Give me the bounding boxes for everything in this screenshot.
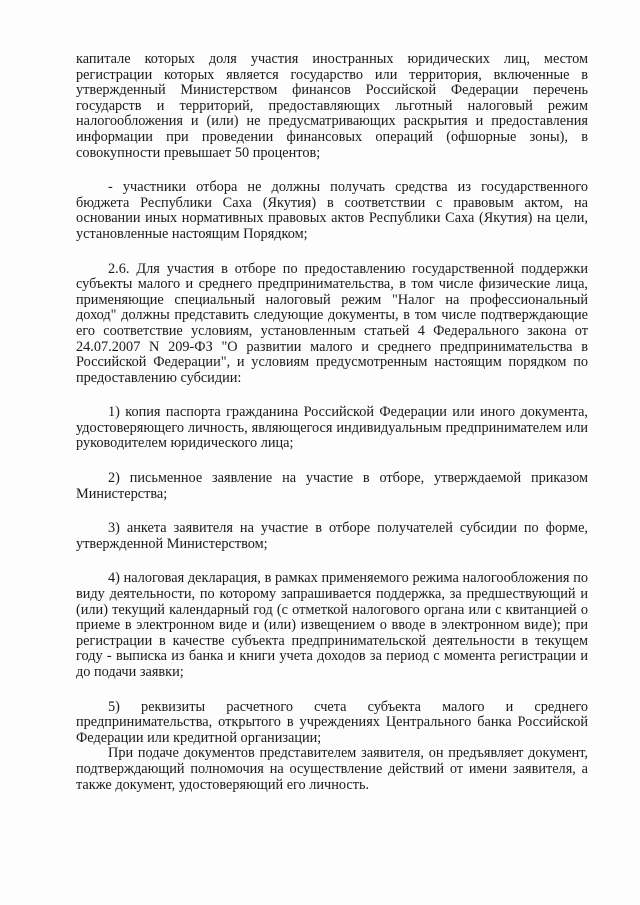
document-body — [76, 52, 588, 793]
list-item-passport: 1) копия паспорта гражданина Российской Федерации или иного документа, удостоверяющего личность, являющегося индивидуальным предпринимателем или руководителем юридического лица; — [76, 404, 588, 452]
paragraph-section-2-6: 2.6. Для участия в отборе по предоставлению государственной поддержки субъекты малого и среднего предпринимательства, в том числе физические лица, применяющие специальный налоговый режим "Налог на профессиональный доход" должны представить следующие документы, в том числе подтверждающие его соответствие условиям, установленным статьей 4 Федерального закона от 24.07.2007 N 209-ФЗ "О развитии малого и среднего предпринимательства в Российской Федерации", и условиям предусмотренным настоящим порядком по предоставлению субсидии: — [76, 260, 588, 386]
paragraph-gap — [76, 552, 588, 571]
paragraph-gap — [76, 386, 588, 405]
paragraph-gap — [76, 502, 588, 521]
paragraph-gap — [76, 161, 588, 180]
list-item-questionnaire: 3) анкета заявителя на участие в отборе получателей субсидии по форме, утвержденной Министерством; — [76, 520, 588, 552]
list-item-tax-declaration: 4) налоговая декларация, в рамках применяемого режима налогообложения по виду деятельности, по которому запрашивается поддержка, за предшествующий и (или) текущий календарный год (с отметкой налогового органа или с квитанцией о приеме в электронном виде и (или) извещением о вводе в электронном виде); при регистрации в качестве субъекта предпринимательской деятельности в текущем году - выписка из банка и книги учета доходов за период с момента регистрации и до подачи заявки; — [76, 570, 588, 680]
list-item-application: 2) письменное заявление на участие в отборе, утверждаемой приказом Министерства; — [76, 470, 588, 502]
list-item-bank-details: 5) реквизиты расчетного счета субъекта малого и среднего предпринимательства, открытого в учреждениях Центрального банка Российской Федерации или кредитной организации; — [76, 698, 588, 746]
paragraph-representative: При подаче документов представителем заявителя, он предъявляет документ, подтверждающий полномочия на осуществление действий от имени заявителя, а также документ, удостоверяющий его личность. — [76, 745, 588, 793]
paragraph-gap — [76, 243, 588, 262]
paragraph-gap — [76, 681, 588, 700]
paragraph-offshore-condition: капитале которых доля участия иностранных юридических лиц, местом регистрации которых является государство или территория, включенные в утвержденный Министерством финансов Российской Федерации перечень государств и территорий, предоставляющих льготный налоговый режим налогообложения и (или) не предусматривающих раскрытия и предоставления информации при проведении финансовых операций (офшорные зоны), в совокупности превышает 50 процентов; — [76, 51, 588, 161]
paragraph-gap — [76, 452, 588, 471]
paragraph-budget-condition: - участники отбора не должны получать средства из государственного бюджета Республики Саха (Якутия) в соответствии с правовым актом, на основании иных нормативных правовых актов Республики Саха (Якутия) на цели, установленные настоящим Порядком; — [76, 179, 588, 242]
